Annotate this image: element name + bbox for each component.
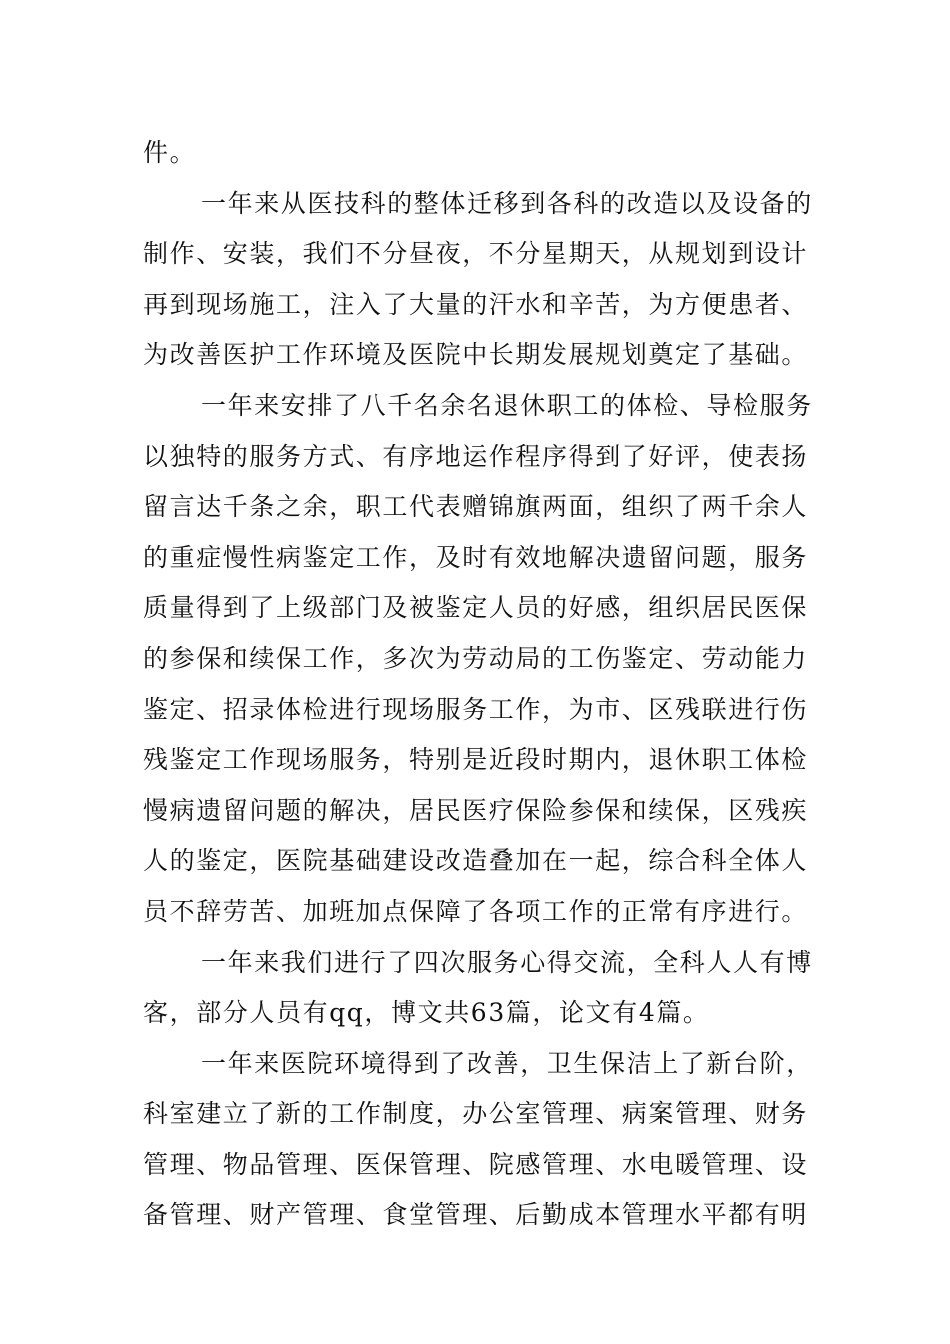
text-line: 件。 [143, 138, 197, 167]
text-line: 客，部分人员有qq，博文共63篇，论文有4篇。 [143, 998, 710, 1028]
text-line: 一年来安排了八千名余名退休职工的体检、导检服务 [201, 390, 813, 420]
text-line: 慢病遗留问题的解决，居民医疗保险参保和续保，区残疾 [143, 795, 809, 825]
text-line: 质量得到了上级部门及被鉴定人员的好感，组织居民医保 [143, 593, 809, 623]
text-line: 备管理、财产管理、食堂管理、后勤成本管理水平都有明 [143, 1200, 809, 1230]
text-line: 管理、物品管理、医保管理、院感管理、水电暖管理、设 [143, 1149, 809, 1179]
text-line: 的参保和续保工作，多次为劳动局的工伤鉴定、劳动能力 [143, 643, 809, 673]
text-line: 一年来我们进行了四次服务心得交流，全科人人有博 [201, 947, 813, 977]
text-line: 人的鉴定，医院基础建设改造叠加在一起，综合科全体人 [143, 846, 809, 876]
document-body-text [143, 128, 813, 1241]
text-line: 以独特的服务方式、有序地运作程序得到了好评，使表扬 [143, 441, 809, 471]
text-line: 一年来医院环境得到了改善，卫生保洁上了新台阶， [201, 1048, 813, 1078]
text-line: 残鉴定工作现场服务，特别是近段时期内，退休职工体检 [143, 745, 809, 775]
text-line: 一年来从医技科的整体迁移到各科的改造以及设备的 [201, 188, 813, 218]
text-line: 科室建立了新的工作制度，办公室管理、病案管理、财务 [143, 1099, 809, 1129]
text-line: 为改善医护工作环境及医院中长期发展规划奠定了基础。 [143, 340, 809, 370]
text-line: 员不辞劳苦、加班加点保障了各项工作的正常有序进行。 [143, 896, 809, 926]
text-line: 的重症慢性病鉴定工作，及时有效地解决遗留问题，服务 [143, 542, 809, 572]
text-line: 留言达千条之余，职工代表赠锦旗两面，组织了两千余人 [143, 492, 809, 522]
text-line: 再到现场施工，注入了大量的汗水和辛苦，为方便患者、 [143, 289, 809, 319]
text-line: 鉴定、招录体检进行现场服务工作，为市、区残联进行伤 [143, 694, 809, 724]
text-line: 制作、安装，我们不分昼夜，不分星期天，从规划到设计 [143, 239, 809, 269]
